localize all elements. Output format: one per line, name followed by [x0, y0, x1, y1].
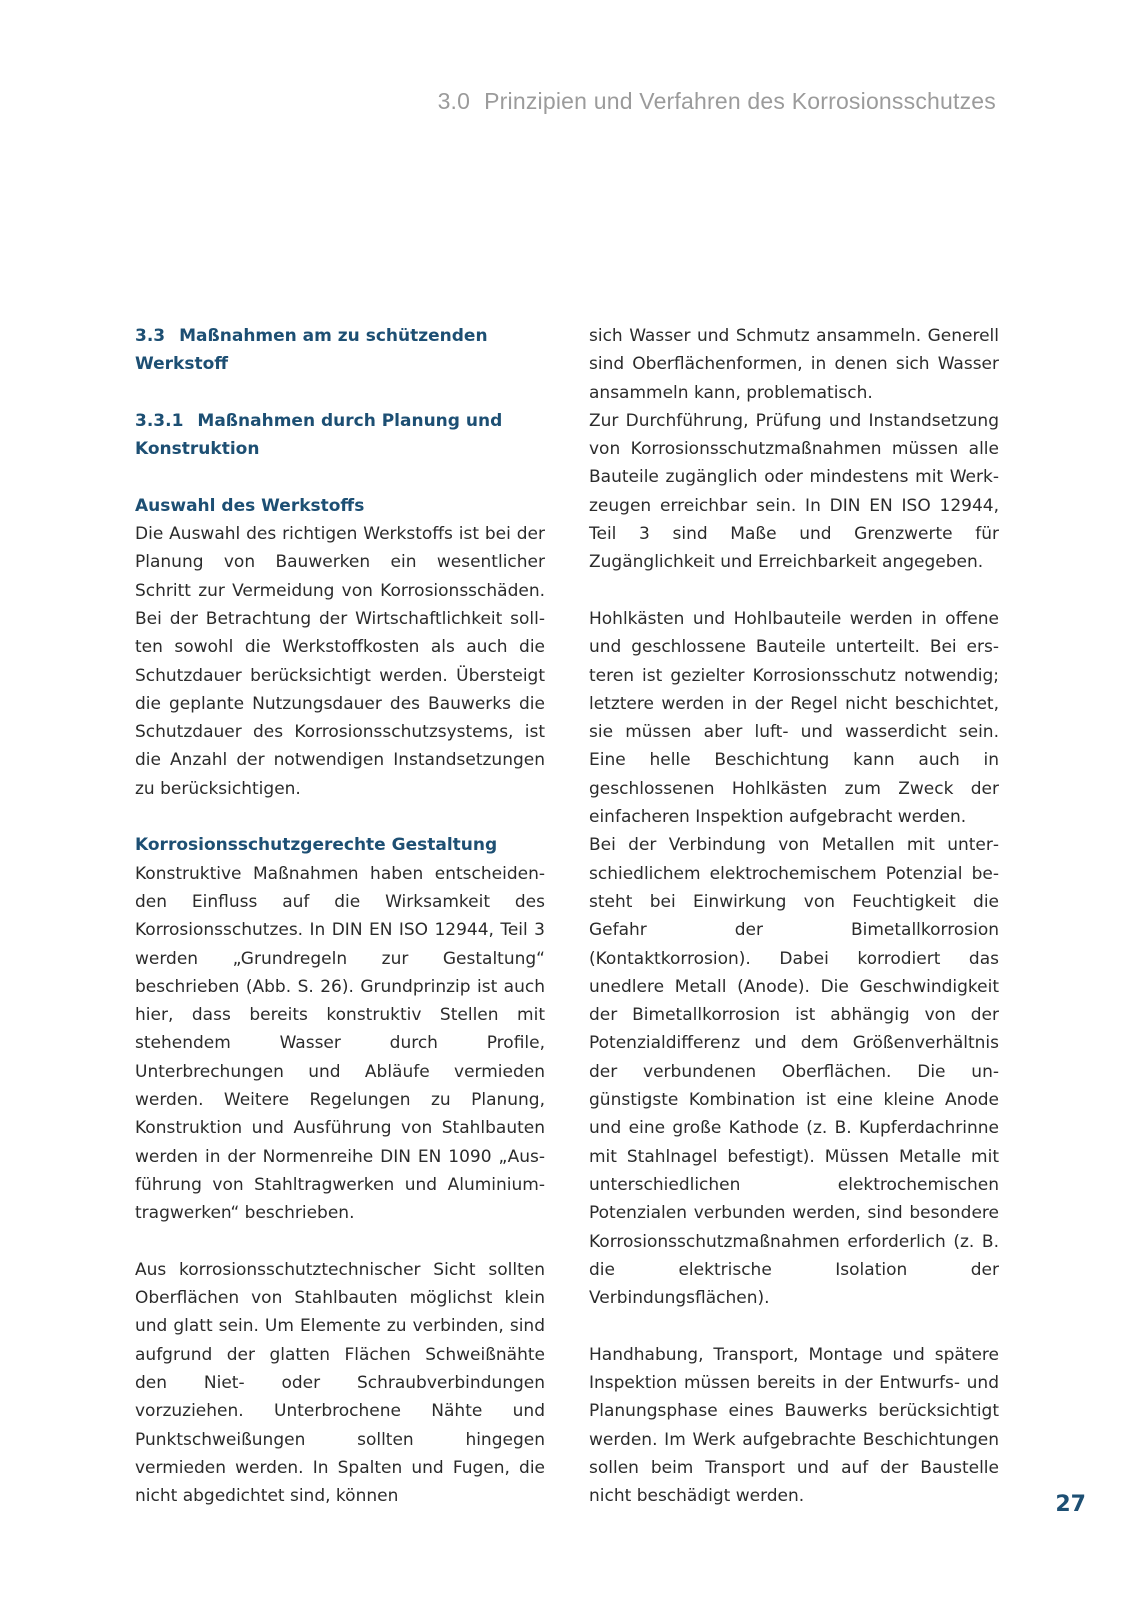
paragraph: Zur Durchführung, Prüfung und Instandsetzung von Korrosionsschutzmaßnahmen müssen alle Bauteile zugänglich oder mindestens mit Werkzeugen erreichbar sein. In DIN EN ISO 12944, Teil 3 sind Maße und Grenzwerte für Zugänglichkeit und Erreichbarkeit angegeben.	[589, 410, 999, 573]
subsection-number: 3.3.1	[135, 410, 184, 431]
section-number: 3.3	[135, 326, 166, 346]
heading-werkstoffauswahl: Auswahl des Werkstoffs	[135, 495, 365, 516]
paragraph: sich Wasser und Schmutz ansammeln. Generell sind Oberflächenformen, in denen sich Wasser ansammeln kann, problematisch.	[589, 326, 999, 403]
left-column	[135, 322, 545, 1510]
subsection-title-line-2: Konstruktion	[135, 439, 260, 460]
right-column	[589, 322, 999, 1510]
section-title-line-2: Werkstoff	[135, 354, 229, 375]
paragraph: Hohlkästen und Hohlbauteile werden in offene und geschlossene Bauteile unterteilt. Bei ersteren ist gezielter Korrosionsschutz notwendig; letztere werden in der Regel nicht beschichtet, sie müssen aber luft- und wasserdicht sein. Eine helle Beschichtung kann auch in geschlossenen Hohlkästen zum Zweck der einfacheren Inspektion aufgebracht werden.	[589, 608, 999, 828]
page-number: 27	[1055, 1492, 1086, 1517]
subsection-heading	[135, 407, 545, 464]
paragraph: Aus korrosionsschutztechnischer Sicht sollten Oberflächen von Stahlbauten möglichst klein und glatt sein. Um Elemente zu verbinden, sind aufgrund der glatten Flächen Schweißnähte den Niet- oder Schraubverbindungen vorzuziehen. Unterbrochene Nähte und Punktschweißungen sollten hingegen vermieden werden. In Spalten und Fugen, die nicht abgedichtet sind, können	[135, 1259, 545, 1507]
subsection-title-line-1: Maßnahmen durch Planung und	[197, 410, 503, 431]
section-heading	[135, 322, 545, 379]
running-header	[438, 88, 996, 115]
heading-gestaltung: Korrosionsschutzgerechte Gestaltung	[135, 835, 498, 856]
chapter-number: 3.0	[437, 88, 471, 114]
paragraph: Konstruktive Maßnahmen haben entscheidenden Einfluss auf die Wirksamkeit des Korrosionsschutzes. In DIN EN ISO 12944, Teil 3 werden „Grundregeln zur Gestaltung“ beschrieben (Abb. S. 26). Grundprinzip ist auch hier, dass bereits konstruktiv Stellen mit stehendem Wasser durch Profile, Unterbrechungen und Abläufe vermieden werden. Weitere Regelungen zu Planung, Konstruktion und Ausführung von Stahlbauten werden in der Normenreihe DIN EN 1090 „Ausführung von Stahltragwerken und Aluminiumtragwerken“ beschrieben.	[135, 863, 545, 1224]
chapter-title: Prinzipien und Verfahren des Korrosionsschutzes	[484, 88, 996, 114]
paragraph: Die Auswahl des richtigen Werkstoffs ist bei der Planung von Bauwerken ein wesentlicher Schritt zur Vermeidung von Korrosionsschäden. Bei der Betrachtung der Wirtschaftlichkeit sollten sowohl die Werkstoffkosten als auch die Schutzdauer berücksichtigt werden. Übersteigt die geplante Nutzungsdauer des Bauwerks die Schutzdauer des Korrosionsschutzsystems, ist die Anzahl der notwendigen Instandsetzungen zu berücksichtigen.	[135, 524, 545, 799]
paragraph: Bei der Verbindung von Metallen mit unterschiedlichem elektrochemischem Potenzial besteht bei Einwirkung von Feuchtigkeit die Gefahr der Bimetallkorrosion (Kontaktkorrosion). Dabei korrodiert das unedlere Metall (Anode). Die Geschwindigkeit der Bimetallkorrosion ist abhängig von der Potenzialdifferenz und dem Größenverhältnis der verbundenen Oberflächen. Die ungünstigste Kombination ist eine kleine Anode und eine große Kathode (z. B. Kupferdachrinne mit Stahlnagel befestigt). Müssen Metalle mit unterschiedlichen elektrochemischen Potenzialen verbunden werden, sind besondere Korrosionsschutzmaßnahmen erforderlich (z. B. die elektrische Isolation der Verbindungsflächen).	[589, 835, 999, 1309]
paragraph: Handhabung, Transport, Montage und spätere Inspektion müssen bereits in der Entwurfs- und Planungsphase eines Bauwerks berücksichtigt werden. Im Werk aufgebrachte Beschichtungen sollen beim Transport und auf der Baustelle nicht beschädigt werden.	[589, 1344, 999, 1507]
section-title-line-1: Maßnahmen am zu schützenden	[179, 326, 488, 346]
